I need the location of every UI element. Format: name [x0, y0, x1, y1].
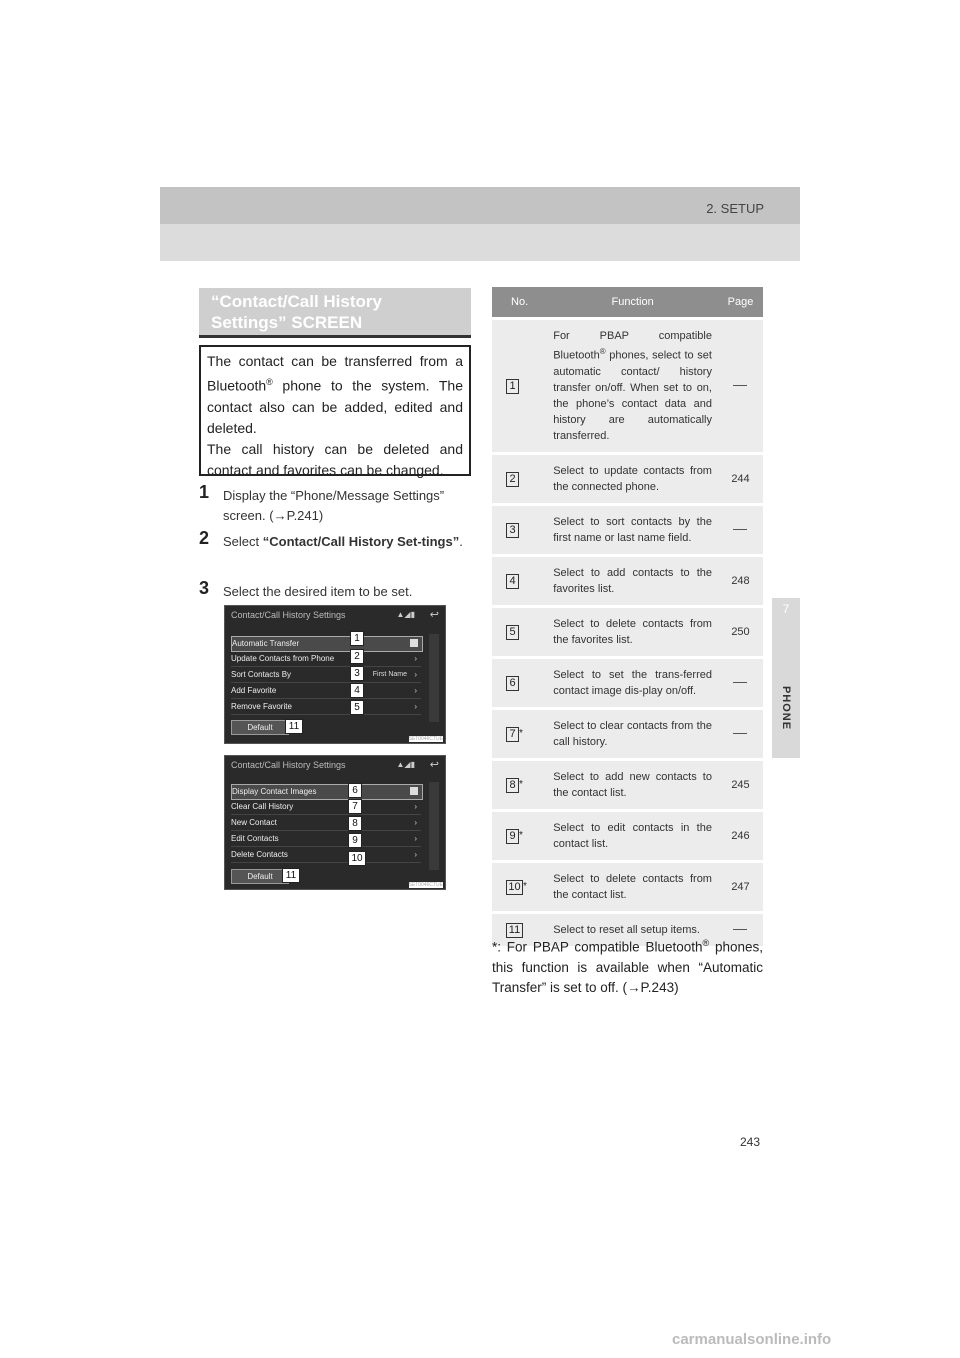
step-text-a: Select: [223, 534, 263, 549]
row-clear-call-history[interactable]: [231, 800, 421, 815]
row-update-contacts[interactable]: [231, 652, 421, 667]
callout-7: 7: [348, 799, 362, 814]
registered-mark: ®: [702, 938, 710, 948]
scrollbar[interactable]: [429, 782, 439, 870]
row-page: 244: [718, 453, 763, 504]
status-icons: ▲◢▮: [396, 610, 415, 619]
table-row: [492, 504, 763, 555]
number-box: 9: [506, 829, 519, 844]
registered-mark: ®: [599, 347, 606, 356]
row-label: Add Favorite: [231, 686, 277, 695]
row-function: Select to delete contacts from the favorites list.: [547, 606, 718, 657]
number-box: 4: [506, 574, 519, 589]
step-text: Display the “Phone/Message Settings” screen. (→P.241): [223, 488, 445, 523]
callout-11: 11: [282, 868, 300, 883]
back-icon[interactable]: ↩: [429, 609, 439, 621]
number-box: 8: [506, 778, 519, 793]
callout-9: 9: [348, 833, 362, 848]
asterisk: *: [519, 727, 523, 739]
section-label: 2. SETUP: [706, 201, 764, 216]
row-page: 245: [718, 759, 763, 810]
chapter-number: 7: [782, 602, 790, 616]
heading-line-2: Settings” SCREEN: [211, 313, 363, 332]
step-1: [199, 482, 474, 526]
header-page: Page: [718, 287, 763, 319]
screenshot-2: [224, 755, 446, 890]
table-row: [492, 319, 763, 454]
chevron-right-icon: ›: [414, 670, 417, 679]
row-function: Select to delete contacts from the contact list.: [547, 861, 718, 912]
row-page: 247: [718, 861, 763, 912]
row-page: [718, 708, 763, 759]
intro-paragraph-2: The call history can be deleted and contact and favorites can be changed.: [207, 440, 463, 478]
row-no: [492, 606, 547, 657]
step-number: 2: [199, 528, 210, 548]
number-box: 11: [506, 923, 523, 938]
image-code: SET0046CTUE: [408, 736, 443, 742]
row-no: [492, 708, 547, 759]
function-text-a: For PBAP compatible Bluetooth: [553, 330, 712, 362]
chapter-label: PHONE: [780, 685, 792, 731]
dash-icon: [733, 733, 747, 734]
row-value: First Name: [372, 671, 407, 678]
row-label: Sort Contacts By: [231, 670, 292, 679]
table-row: [492, 555, 763, 606]
row-function: Select to add contacts to the favorites list.: [547, 555, 718, 606]
row-no: [492, 759, 547, 810]
scrollbar[interactable]: [429, 634, 439, 722]
chevron-right-icon: ›: [414, 802, 417, 811]
row-remove-favorite[interactable]: [231, 700, 421, 715]
status-icons: ▲◢▮: [396, 760, 415, 769]
callout-5: 5: [350, 700, 364, 715]
row-no: [492, 453, 547, 504]
table-header-row: [492, 287, 763, 319]
number-box: 5: [506, 625, 519, 640]
row-page: 250: [718, 606, 763, 657]
asterisk: *: [523, 880, 527, 892]
step-text-c: .: [459, 534, 463, 549]
callout-3: 3: [350, 666, 364, 681]
header-top-bar: [160, 187, 800, 224]
screen-title: Contact/Call History Settings: [231, 610, 346, 620]
table-row: [492, 606, 763, 657]
table-row: [492, 657, 763, 708]
chevron-right-icon: ›: [414, 850, 417, 859]
row-label: Automatic Transfer: [232, 639, 300, 648]
row-function: Select to sort contacts by the first name or last name field.: [547, 504, 718, 555]
row-no: [492, 810, 547, 861]
intro-text-b: phone to the system. The contact also can be added, edited and deleted.: [207, 377, 463, 436]
dash-icon: [733, 929, 747, 930]
row-no: [492, 861, 547, 912]
screenshot-1: [224, 605, 446, 744]
row-no: [492, 319, 547, 454]
row-function: Select to update contacts from the connected phone.: [547, 453, 718, 504]
row-function: Select to add new contacts to the contact list.: [547, 759, 718, 810]
number-box: 3: [506, 523, 519, 538]
row-no: [492, 555, 547, 606]
row-sort-contacts[interactable]: [231, 668, 421, 683]
row-label: Delete Contacts: [231, 850, 288, 859]
row-edit-contacts[interactable]: [231, 832, 421, 847]
chapter-tab: [772, 598, 800, 758]
chevron-right-icon: ›: [414, 834, 417, 843]
registered-mark: ®: [266, 377, 273, 387]
asterisk: *: [519, 778, 523, 790]
row-label: Update Contacts from Phone: [231, 654, 335, 663]
callout-8: 8: [348, 816, 362, 831]
row-page: [718, 657, 763, 708]
number-box: 1: [506, 379, 519, 394]
default-button[interactable]: Default: [231, 869, 289, 884]
row-display-contact-images[interactable]: [231, 784, 423, 800]
screen-title: Contact/Call History Settings: [231, 760, 346, 770]
callout-4: 4: [350, 683, 364, 698]
table-row: [492, 453, 763, 504]
row-label: Remove Favorite: [231, 702, 292, 711]
row-delete-contacts[interactable]: [231, 848, 421, 863]
table-row: [492, 810, 763, 861]
table-row: [492, 861, 763, 912]
dash-icon: [733, 682, 747, 683]
step-3: [199, 578, 474, 602]
row-function: Select to clear contacts from the call history.: [547, 708, 718, 759]
watermark: carmanualsonline.info: [672, 1331, 832, 1348]
step-2: [199, 528, 474, 552]
step-number: 3: [199, 578, 210, 598]
row-function: [547, 319, 718, 454]
asterisk: *: [519, 829, 523, 841]
table-row: [492, 759, 763, 810]
row-label: New Contact: [231, 818, 277, 827]
intro-paragraph-1: [207, 351, 463, 439]
row-page: [718, 319, 763, 454]
intro-text-a: The contact can be transferred from a Bluetooth: [207, 353, 463, 394]
step-number: 1: [199, 482, 210, 502]
chevron-right-icon: ›: [414, 654, 417, 663]
footnote-text-b: phones, this function is available when “Automatic Transfer” is set to off. (→P.243): [492, 939, 763, 995]
dash-icon: [733, 385, 747, 386]
row-function: Select to set the trans-ferred contact image dis-play on/off.: [547, 657, 718, 708]
section-heading: [199, 288, 471, 338]
intro-box: [199, 345, 471, 476]
header-function: Function: [547, 287, 718, 319]
callout-11: 11: [285, 719, 303, 734]
step-text-bold: “Contact/Call History Set-tings”: [262, 534, 460, 549]
callout-6: 6: [348, 783, 362, 798]
footnote-text-a: *: For PBAP compatible Bluetooth: [492, 939, 703, 955]
back-icon[interactable]: ↩: [429, 759, 439, 771]
number-box: 2: [506, 472, 519, 487]
chevron-right-icon: ›: [414, 686, 417, 695]
row-add-favorite[interactable]: [231, 684, 421, 699]
row-page: [718, 504, 763, 555]
number-box: 6: [506, 676, 519, 691]
callout-2: 2: [350, 649, 364, 664]
table-row: [492, 708, 763, 759]
row-no: [492, 504, 547, 555]
image-code: SET0046CTUE: [408, 882, 443, 888]
row-label: Edit Contacts: [231, 834, 279, 843]
page-header: [160, 187, 800, 261]
callout-10: 10: [348, 851, 366, 866]
chevron-right-icon: ›: [414, 702, 417, 711]
row-page: 248: [718, 555, 763, 606]
row-label: Display Contact Images: [232, 787, 317, 796]
row-function: Select to reset all setup items.: [547, 912, 718, 946]
heading-line-1: “Contact/Call History: [211, 292, 382, 311]
header-no: No.: [492, 287, 547, 319]
dash-icon: [733, 529, 747, 530]
checkbox-icon: [410, 787, 418, 795]
row-page: 246: [718, 810, 763, 861]
row-label: Clear Call History: [231, 802, 294, 811]
function-text-b: phones, select to set automatic contact/ history transfer on/off. When set to on, the phone’s contact data and history are automatically transferred.: [553, 349, 712, 442]
step-text: Select the desired item to be set.: [223, 584, 413, 599]
chevron-right-icon: ›: [414, 818, 417, 827]
footnote: [492, 933, 763, 998]
row-new-contact[interactable]: [231, 816, 421, 831]
row-function: Select to edit contacts in the contact list.: [547, 810, 718, 861]
step-text: [199, 532, 474, 552]
row-no: [492, 657, 547, 708]
row-automatic-transfer[interactable]: [231, 636, 423, 652]
default-button[interactable]: Default: [231, 720, 289, 735]
chapter-label-wrap: [772, 658, 800, 758]
function-table: [492, 287, 763, 946]
callout-1: 1: [350, 631, 364, 646]
page-number: 243: [739, 1135, 760, 1149]
number-box: 7: [506, 727, 519, 742]
number-box: 10: [506, 880, 523, 895]
checkbox-icon: [410, 639, 418, 647]
